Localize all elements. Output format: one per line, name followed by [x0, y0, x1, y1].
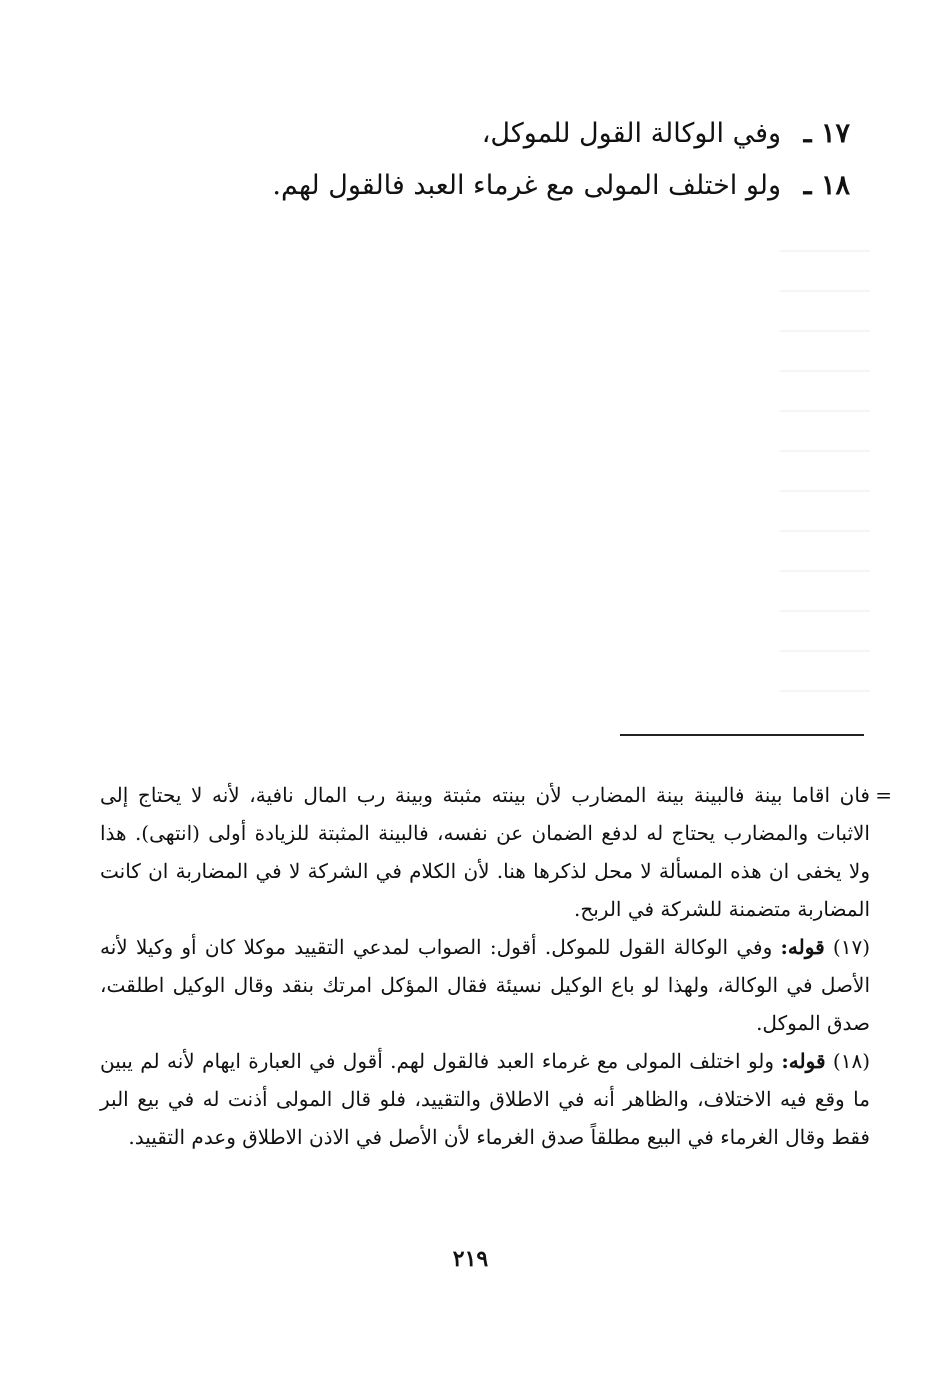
continuation-text: فان اقاما بينة فالبينة بينة المضارب لأن بينته مثبتة وبينة رب المال نافية، لأنه لا يحتاج إلى الاثبات والمضارب يحتاج له لدفع الضمان عن نفسه، فالبينة المثبتة للزيادة أولى (انتهى). هذا ولا يخفى ان هذه المسألة لا محل لذكرها هنا. لأن الكلام في الشركة لا في المضاربة ان كانت المضاربة متضمنة للشركة في الربح.	[100, 783, 870, 921]
footnote-number: (١٧)	[832, 935, 871, 959]
footnote-18	[100, 1042, 870, 1156]
line-number: ١٧ ـ	[803, 118, 850, 149]
continuation-mark: =	[875, 783, 892, 807]
bleed-through-texture	[780, 250, 870, 720]
footnotes	[100, 776, 892, 1156]
footnote-text: ولو اختلف المولى مع غرماء العبد فالقول لهم. أقول في العبارة ايهام لأنه لم يبين ما وقع فيه الاختلاف، والظاهر أنه في الاطلاق والتقييد، فلو قال المولى أذنت له في بيع البر فقط وقال الغرماء في البيع مطلقاً صدق الغرماء لأن الأصل في الاذن الاطلاق وعدم التقييد.	[100, 1049, 870, 1149]
line-number: ١٨ ـ	[803, 170, 850, 201]
footnote-number: (١٨)	[832, 1049, 870, 1073]
footnote-keyword: قوله:	[780, 935, 825, 959]
page-number: ٢١٩	[452, 1246, 489, 1272]
footnote-text: وفي الوكالة القول للموكل. أقول: الصواب لمدعي التقييد موكلا كان أو وكيلا لأنه الأصل في الوكالة، ولهذا لو باع الوكيل نسيئة فقال المؤكل امرتك بنقد وقال الوكيل اطلقت، صدق الموكل.	[100, 935, 870, 1035]
footnote-keyword: قوله:	[781, 1049, 826, 1073]
line-text: وفي الوكالة القول للموكل،	[481, 118, 782, 149]
footnote-17	[100, 928, 870, 1042]
main-line-18	[260, 160, 850, 212]
main-text	[260, 108, 850, 212]
footnote-divider	[620, 734, 864, 736]
line-text: ولو اختلف المولى مع غرماء العبد فالقول لهم.	[272, 170, 782, 201]
footnote-continuation	[100, 776, 892, 928]
main-line-17	[260, 108, 850, 160]
